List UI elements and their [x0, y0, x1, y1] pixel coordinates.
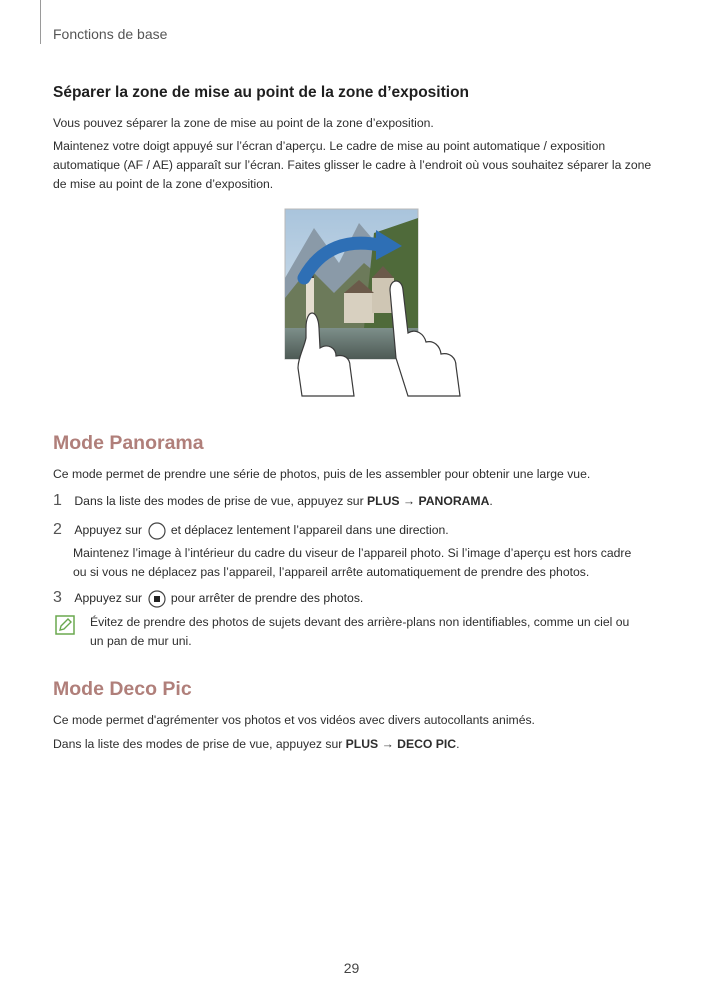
hand-right-icon — [390, 281, 460, 396]
focus-para-2-line: de mise au point de la zone d’exposition. — [53, 177, 274, 191]
panorama-step-1 — [53, 492, 493, 510]
deco-instruction — [53, 735, 459, 754]
note-line: un pan de mur uni. — [90, 634, 192, 648]
panorama-step-3 — [53, 589, 363, 608]
step-number: 1 — [53, 492, 62, 509]
stop-button-icon — [148, 590, 166, 608]
step-text-after: et déplacez lentement l’appareil dans une direction. — [167, 523, 449, 537]
step-text-after: pour arrêter de prendre des photos. — [167, 591, 364, 605]
detail-line: ou si vous ne déplacez pas l’appareil, l’appareil arrête automatiquement de prendre des photos. — [73, 565, 590, 579]
deco-section-title: Mode Deco Pic — [53, 678, 192, 700]
deco-intro: Ce mode permet d'agrémenter vos photos et vos vidéos avec divers autocollants animés. — [53, 713, 535, 727]
panorama-step-2 — [53, 521, 449, 540]
note-line: Évitez de prendre des photos de sujets devant des arrière-plans non identifiables, comme un ciel ou — [90, 615, 630, 629]
menu-plus: PLUS — [367, 494, 400, 508]
shutter-button-icon — [148, 522, 166, 540]
focus-para-2-line: automatique (AF / AE) apparaît sur l’écran. Faites glisser le cadre à l’endroit où vous souhaitez séparer la zone — [53, 158, 652, 172]
panorama-section-title: Mode Panorama — [53, 432, 204, 454]
focus-para-1: Vous pouvez séparer la zone de mise au point de la zone d’exposition. — [53, 116, 434, 130]
panorama-intro: Ce mode permet de prendre une série de photos, puis de les assembler pour obtenir une large vue. — [53, 467, 591, 481]
step-text: Appuyez sur — [74, 591, 146, 605]
panorama-note — [90, 613, 629, 651]
page-number: 29 — [343, 960, 360, 976]
header-rule — [40, 0, 41, 44]
deco-text: Dans la liste des modes de prise de vue, appuyez sur — [53, 737, 346, 751]
step-number: 3 — [53, 589, 62, 606]
step-text: Appuyez sur — [74, 523, 146, 537]
arrow-text: → — [378, 737, 398, 751]
focus-section-title: Séparer la zone de mise au point de la zone d’exposition — [53, 84, 470, 101]
header-section-name: Fonctions de base — [53, 26, 168, 42]
panorama-step-2-detail — [73, 544, 631, 582]
detail-line: Maintenez l’image à l’intérieur du cadre du viseur de l’appareil photo. Si l’image d’aperçu est hors cadre — [73, 546, 632, 560]
menu-plus: PLUS — [345, 737, 379, 751]
menu-panorama: PANORAMA — [418, 494, 490, 508]
step-end: . — [489, 494, 493, 508]
deco-end: . — [456, 737, 460, 751]
note-pencil-icon — [55, 615, 75, 635]
step-text: Dans la liste des modes de prise de vue, appuyez sur — [74, 494, 368, 508]
menu-deco-pic: DECO PIC — [397, 737, 457, 751]
arrow-text: → — [399, 494, 419, 508]
focus-exposure-illustration — [284, 208, 470, 398]
focus-para-2 — [53, 137, 651, 194]
focus-para-2-line: Maintenez votre doigt appuyé sur l’écran d’aperçu. Le cadre de mise au point automatique / exposition — [53, 139, 606, 153]
step-number: 2 — [53, 521, 62, 538]
